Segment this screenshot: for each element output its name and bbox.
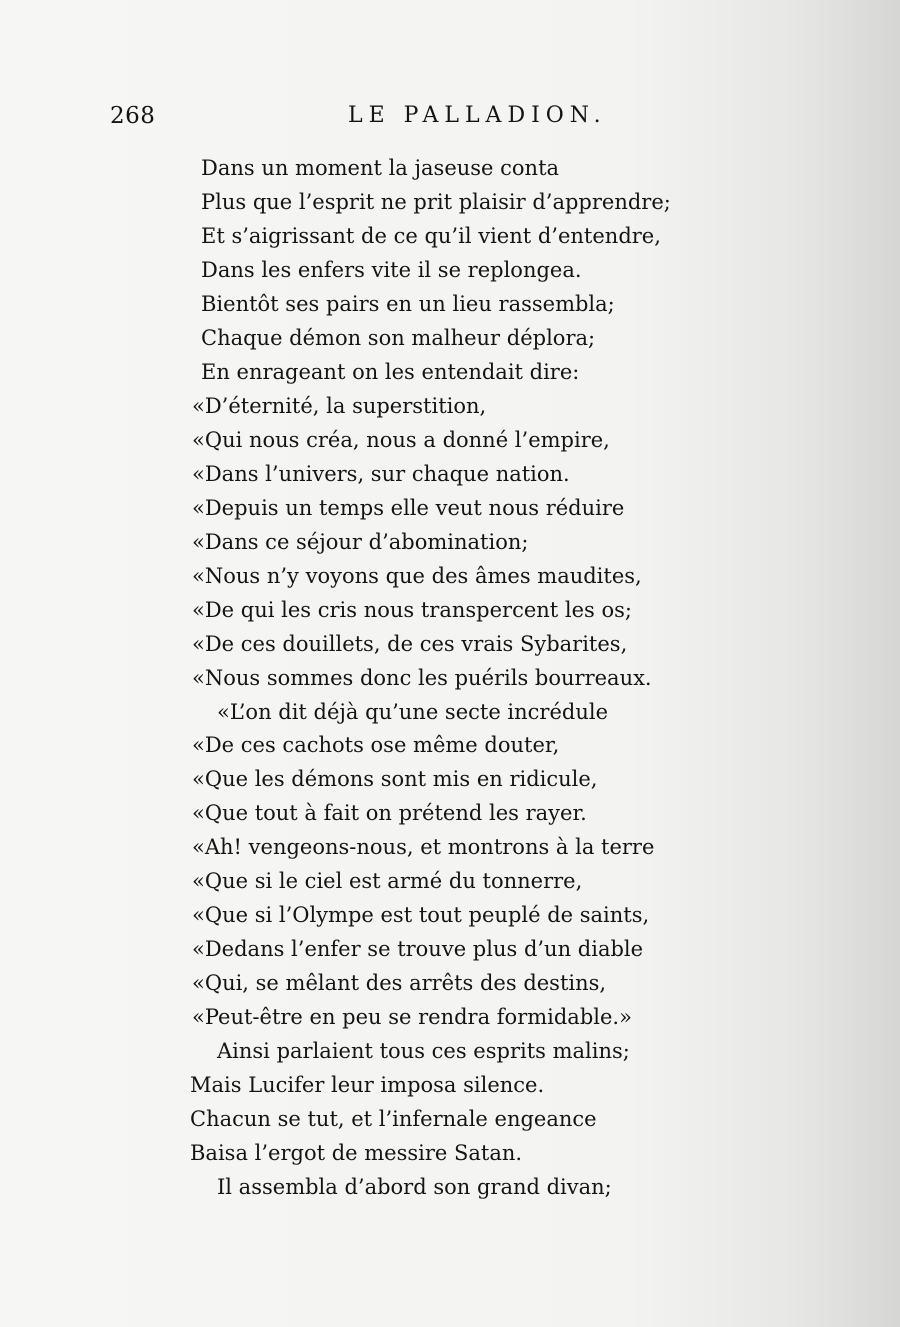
verse-line: «D’éternité, la superstition, <box>192 393 487 418</box>
verse-line: «Peut-être en peu se rendra formidable.» <box>192 1005 632 1030</box>
verse-line: Bientôt ses pairs en un lieu rassembla; <box>201 291 615 316</box>
verse-line: «Qui, se mêlant des arrêts des destins, <box>192 971 607 996</box>
verse-line: «Nous sommes donc les puérils bourreaux. <box>192 665 652 690</box>
verse-line: «Ah! vengeons-nous, et montrons à la terre <box>192 835 655 860</box>
verse-line: «Nous n’y voyons que des âmes maudites, <box>192 563 642 588</box>
verse-line: Baisa l’ergot de messire Satan. <box>190 1141 523 1166</box>
page-number: 268 <box>110 103 156 129</box>
page-header <box>0 103 900 137</box>
verse-line: «De ces cachots ose même douter, <box>192 733 560 758</box>
verse-line: «L’on dit déjà qu’une secte incrédule <box>217 699 609 724</box>
verse-line: Ainsi parlaient tous ces esprits malins; <box>217 1039 630 1064</box>
verse-line: Dans un moment la jaseuse conta <box>201 156 560 180</box>
verse-line: Chacun se tut, et l’infernale engeance <box>190 1107 597 1132</box>
verse-line: Chaque démon son malheur déplora; <box>201 325 596 350</box>
running-title: LE PALLADION. <box>348 103 607 128</box>
verse-line: «De qui les cris nous transpercent les os; <box>192 597 632 622</box>
verse-line: Il assembla d’abord son grand divan; <box>217 1175 612 1200</box>
verse-line: «Que les démons sont mis en ridicule, <box>192 767 598 792</box>
verse-line: «Dans ce séjour d’abomination; <box>192 529 529 554</box>
verse-line: En enrageant on les entendait dire: <box>201 359 580 384</box>
verse-line: Mais Lucifer leur imposa silence. <box>190 1073 545 1098</box>
verse-line: «Depuis un temps elle veut nous réduire <box>192 495 625 520</box>
verse-line: «Qui nous créa, nous a donné l’empire, <box>192 427 610 452</box>
verse-line: «Que tout à fait on prétend les rayer. <box>192 801 587 826</box>
verse-line: Et s’aigrissant de ce qu’il vient d’entendre, <box>201 223 661 248</box>
verse-line: «Dedans l’enfer se trouve plus d’un diable <box>192 937 644 962</box>
verse-line: «Dans l’univers, sur chaque nation. <box>192 461 570 486</box>
poem-text <box>0 152 900 1205</box>
verse-line: «Que si l’Olympe est tout peuplé de saints, <box>192 903 650 928</box>
verse-line: «De ces douillets, de ces vrais Sybarites, <box>192 631 628 656</box>
verse-line: Dans les enfers vite il se replongea. <box>201 257 582 282</box>
verse-line: Plus que l’esprit ne prit plaisir d’apprendre; <box>201 189 671 214</box>
verse-line: «Que si le ciel est armé du tonnerre, <box>192 869 583 894</box>
